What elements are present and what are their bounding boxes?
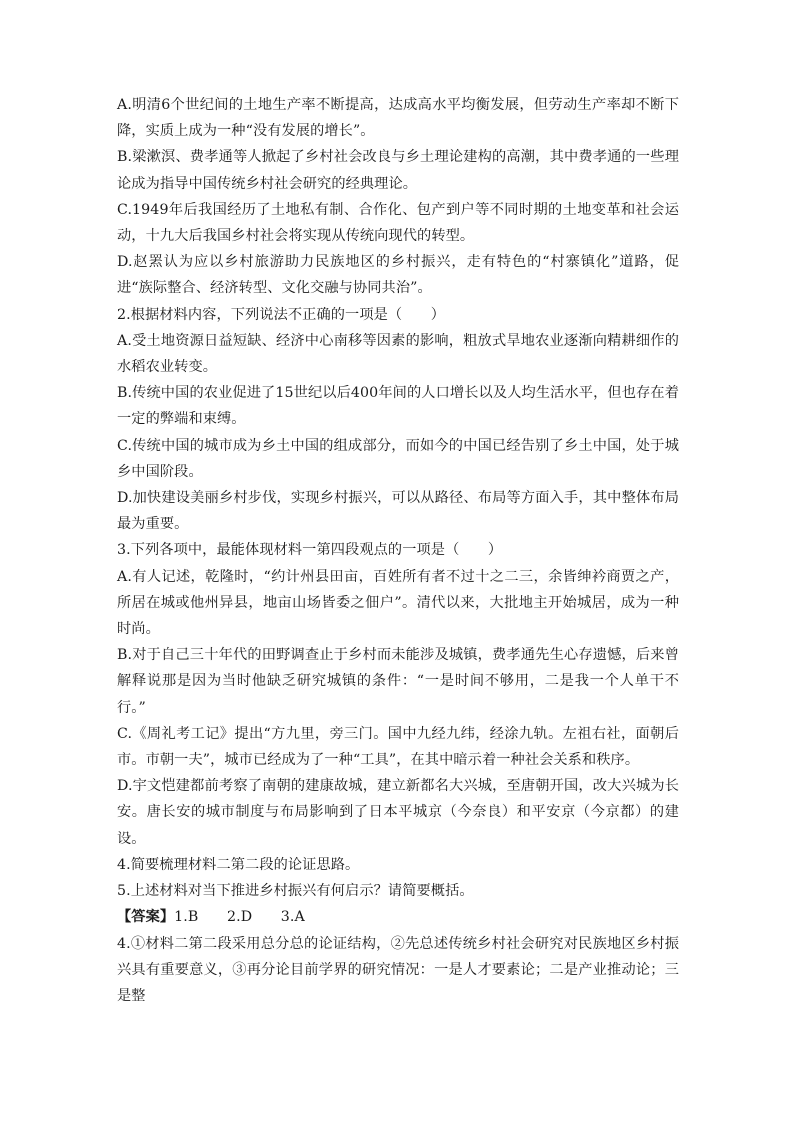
- option-b-q1: B.梁漱溟、费孝通等人掀起了乡村社会改良与乡土理论建构的高潮，其中费孝通的一些理论成为指导中国传统乡村社会研究的经典理论。: [117, 149, 679, 192]
- answer-tag: 【答案】: [117, 909, 175, 926]
- option-c-q1: C.1949年后我国经历了土地私有制、合作化、包产到户等不同时期的土地变革和社会运动，十九大后我国乡村社会将实现从传统向现代的转型。: [117, 201, 679, 245]
- option-b-q3: B.对于自己三十年代的田野调查止于乡村而未能涉及城镇，费孝通先生心存遗憾，后来曾解释说那是因为当时他缺乏研究城镇的条件：“一是时间不够用，二是我一个人单干不行。”: [117, 647, 679, 716]
- option-d-q3: D.宇文恺建都前考察了南朝的建康故城，建立新都名大兴城，至唐朝开国，改大兴城为长安。唐长安的城市制度与布局影响到了日本平城京（今奈良）和平安京（今京都）的建设。: [117, 778, 679, 847]
- answer-line: [117, 904, 679, 930]
- question-3: 3.下列各项中，最能体现材料一第四段观点的一项是（ ）: [117, 542, 503, 559]
- option-a-q3: A.有人记述，乾隆时，“约计州县田亩，百姓所有者不过十之二三，余皆绅衿商贾之产，所居在城或他州异县，地亩山场皆委之佃户”。清代以来，大批地主开始城居，成为一种时尚。: [117, 568, 679, 638]
- option-a-q1: A.明清6个世纪间的土地生产率不断提高，达成高水平均衡发展，但劳动生产率却不断下降，实质上成为一种“没有发展的增长”。: [117, 97, 679, 140]
- question-4: 4.简要梳理材料二第二段的论证思路。: [117, 856, 360, 873]
- option-c-q2: C.传统中国的城市成为乡土中国的组成部分，而如今的中国已经告别了乡土中国，处于城乡中国阶段。: [117, 437, 679, 480]
- option-c-q3: C.《周礼考工记》提出“方九里，旁三门。国中九经九纬，经涂九轨。左祖右社，面朝后市。市朝一夫”，城市已经成为了一种“工具”，在其中暗示着一种社会关系和秩序。: [117, 725, 679, 769]
- option-a-q2: A.受土地资源日益短缺、经济中心南移等因素的影响，粗放式旱地农业逐渐向精耕细作的水稻农业转变。: [117, 332, 679, 376]
- answer-text: 1.B 2.D 3.A: [174, 909, 305, 926]
- question-5: 5.上述材料对当下推进乡村振兴有何启示？请简要概括。: [117, 883, 474, 900]
- option-b-q2: B.传统中国的农业促进了15世纪以后400年间的人口增长以及人均生活水平，但也存在着一定的弊端和束缚。: [117, 385, 679, 428]
- option-d-q1: D.赵罴认为应以乡村旅游助力民族地区的乡村振兴，走有特色的“村寨镇化”道路，促进“族际整合、经济转型、文化交融与协同共治”。: [117, 254, 679, 297]
- question-2: 2.根据材料内容，下列说法不正确的一项是（ ）: [117, 306, 446, 323]
- answer-4-explanation: 4.①材料二第二段采用总分总的论证结构，②先总述传统乡村社会研究对民族地区乡村振兴具有重要意义，③再分论目前学界的研究情况：一是人才要素论；二是产业推动论；三是整: [117, 935, 679, 1004]
- document-body: [117, 92, 679, 1009]
- option-d-q2: D.加快建设美丽乡村步伐，实现乡村振兴，可以从路径、布局等方面入手，其中整体布局最为重要。: [117, 490, 679, 533]
